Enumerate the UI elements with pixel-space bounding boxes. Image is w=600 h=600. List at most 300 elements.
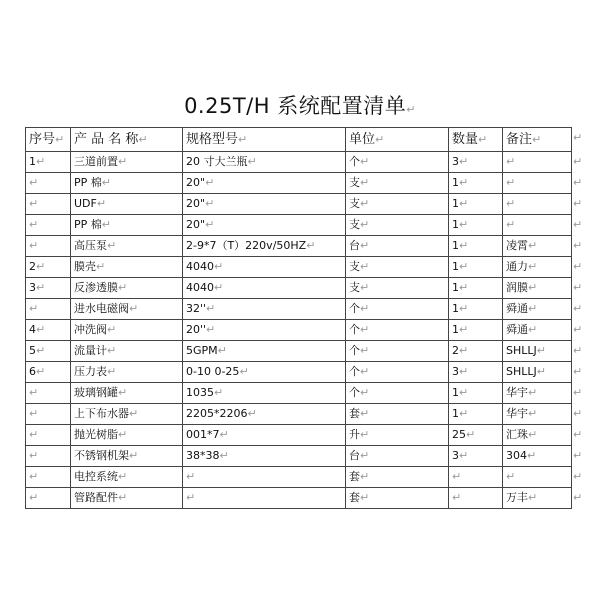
paragraph-mark: ↵: [506, 197, 516, 210]
cell-quantity-text: 3: [452, 155, 459, 168]
cell-spec: [183, 488, 346, 509]
cell-quantity: [449, 257, 503, 278]
cell-index-text: 3: [29, 281, 36, 294]
cell-index: [26, 362, 71, 383]
cell-quantity: [449, 341, 503, 362]
paragraph-mark: ↵: [360, 281, 370, 294]
table-row: [26, 446, 572, 467]
cell-unit: [346, 467, 449, 488]
cell-product-name-text: UDF: [74, 197, 97, 210]
paragraph-mark: ↵: [459, 176, 469, 189]
paragraph-mark: ↵: [360, 491, 370, 504]
cell-spec: [183, 173, 346, 194]
cell-spec-text: 20'': [186, 323, 207, 336]
cell-remark: [503, 173, 572, 194]
cell-quantity: [449, 299, 503, 320]
paragraph-mark: ↵: [118, 386, 128, 399]
paragraph-mark: ↵: [247, 407, 257, 420]
paragraph-mark: ↵: [29, 491, 39, 504]
paragraph-mark: ↵: [206, 323, 216, 336]
paragraph-mark: ↵: [459, 302, 469, 315]
paragraph-mark: ↵: [528, 302, 538, 315]
paragraph-mark: ↵: [360, 260, 370, 273]
table-row: [26, 383, 572, 404]
paragraph-mark: ↵: [36, 344, 46, 357]
paragraph-mark: ↵: [129, 407, 139, 420]
row-end-mark: ↵: [573, 386, 583, 399]
cell-quantity-text: 2: [452, 344, 459, 357]
paragraph-mark: ↵: [118, 155, 128, 168]
cell-spec-text: 38*38: [186, 449, 220, 462]
cell-product-name-text: PP 棉: [74, 218, 102, 231]
paragraph-mark: ↵: [186, 470, 196, 483]
paragraph-mark: ↵: [306, 239, 316, 252]
cell-product-name: [71, 404, 183, 425]
row-end-mark: ↵: [573, 407, 583, 420]
paragraph-mark: ↵: [247, 155, 257, 168]
cell-spec-text: 0-10 0-25: [186, 365, 240, 378]
cell-quantity-text: 1: [452, 218, 459, 231]
cell-remark-text: 通力: [506, 260, 528, 273]
document-title: [0, 90, 600, 120]
cell-spec-text: 20": [186, 197, 206, 210]
cell-quantity: [449, 152, 503, 173]
cell-index: [26, 467, 71, 488]
paragraph-mark: ↵: [205, 197, 215, 210]
paragraph-mark: ↵: [528, 407, 538, 420]
paragraph-mark: ↵: [506, 470, 516, 483]
paragraph-mark: ↵: [107, 344, 117, 357]
cell-index: [26, 257, 71, 278]
paragraph-mark: ↵: [459, 155, 469, 168]
cell-unit-text: 台: [349, 449, 360, 462]
cell-unit: [346, 383, 449, 404]
cell-remark: [503, 404, 572, 425]
paragraph-mark: ↵: [101, 176, 111, 189]
cell-quantity-text: 1: [452, 323, 459, 336]
paragraph-mark: ↵: [36, 260, 46, 273]
cell-unit: [346, 425, 449, 446]
table-row: [26, 404, 572, 425]
paragraph-mark: ↵: [506, 155, 516, 168]
cell-index: [26, 194, 71, 215]
paragraph-mark: ↵: [528, 281, 538, 294]
cell-unit: [346, 194, 449, 215]
paragraph-mark: ↵: [452, 491, 462, 504]
paragraph-mark: ↵: [219, 428, 229, 441]
cell-product-name-text: 三道前置: [74, 155, 118, 168]
cell-remark-text: 润膜: [506, 281, 528, 294]
cell-remark-text: 舜通: [506, 323, 528, 336]
cell-spec-text: 2205*2206: [186, 407, 248, 420]
row-end-mark: ↵: [573, 131, 583, 144]
cell-product-name-text: 高压泵: [74, 239, 107, 252]
cell-index: [26, 299, 71, 320]
cell-quantity: [449, 467, 503, 488]
cell-unit: [346, 446, 449, 467]
cell-quantity: [449, 320, 503, 341]
cell-quantity-text: 25: [452, 428, 466, 441]
paragraph-mark: ↵: [118, 281, 128, 294]
paragraph-mark: ↵: [360, 218, 370, 231]
cell-quantity-text: 1: [452, 260, 459, 273]
table-row: [26, 194, 572, 215]
cell-quantity: [449, 446, 503, 467]
cell-unit: [346, 236, 449, 257]
paragraph-mark: ↵: [205, 218, 215, 231]
cell-product-name: [71, 173, 183, 194]
cell-unit-text: 台: [349, 239, 360, 252]
cell-unit: [346, 362, 449, 383]
paragraph-mark: ↵: [36, 281, 46, 294]
cell-product-name: [71, 278, 183, 299]
header-quantity-text: 数量: [452, 132, 479, 147]
paragraph-mark: ↵: [478, 133, 488, 146]
cell-unit: [346, 173, 449, 194]
row-end-mark: ↵: [573, 491, 583, 504]
header-spec-text: 规格型号: [186, 132, 239, 147]
paragraph-mark: ↵: [118, 428, 128, 441]
paragraph-mark: ↵: [239, 365, 249, 378]
cell-spec-text: 4040: [186, 260, 214, 273]
paragraph-mark: ↵: [528, 323, 538, 336]
cell-remark: [503, 299, 572, 320]
cell-remark: [503, 425, 572, 446]
row-end-mark: ↵: [573, 323, 583, 336]
cell-spec: [183, 278, 346, 299]
paragraph-mark: ↵: [96, 260, 106, 273]
cell-quantity: [449, 215, 503, 236]
cell-unit-text: 个: [349, 344, 360, 357]
cell-unit: [346, 341, 449, 362]
paragraph-mark: ↵: [528, 260, 538, 273]
cell-product-name: [71, 194, 183, 215]
paragraph-mark: ↵: [36, 155, 46, 168]
cell-remark: [503, 488, 572, 509]
cell-quantity-text: 1: [452, 281, 459, 294]
cell-unit-text: 支: [349, 260, 360, 273]
cell-product-name-text: 上下布水器: [74, 407, 129, 420]
cell-product-name-text: 电控系统: [74, 470, 118, 483]
header-product-name: [71, 128, 183, 152]
paragraph-mark: ↵: [459, 386, 469, 399]
header-unit: [346, 128, 449, 152]
cell-quantity: [449, 236, 503, 257]
table-row: [26, 236, 572, 257]
paragraph-mark: ↵: [238, 133, 248, 146]
cell-index: [26, 173, 71, 194]
paragraph-mark: ↵: [118, 470, 128, 483]
cell-remark-text: 万丰: [506, 491, 528, 504]
paragraph-mark: ↵: [536, 365, 546, 378]
paragraph-mark: ↵: [214, 281, 224, 294]
cell-index: [26, 404, 71, 425]
table-row: [26, 257, 572, 278]
header-unit-text: 单位: [349, 132, 376, 147]
paragraph-mark: ↵: [29, 470, 39, 483]
paragraph-mark: ↵: [360, 323, 370, 336]
paragraph-mark: ↵: [107, 239, 117, 252]
paragraph-mark: ↵: [360, 176, 370, 189]
row-end-mark: ↵: [573, 365, 583, 378]
paragraph-mark: ↵: [214, 260, 224, 273]
paragraph-mark: ↵: [360, 449, 370, 462]
cell-product-name: [71, 362, 183, 383]
cell-product-name: [71, 215, 183, 236]
paragraph-mark: ↵: [459, 218, 469, 231]
row-end-mark: ↵: [573, 281, 583, 294]
paragraph-mark: ↵: [459, 281, 469, 294]
paragraph-mark: ↵: [55, 133, 65, 146]
row-end-mark: ↵: [573, 302, 583, 315]
header-remark: [503, 128, 572, 152]
table-row: [26, 467, 572, 488]
cell-unit: [346, 404, 449, 425]
cell-index: [26, 152, 71, 173]
row-end-mark: ↵: [573, 344, 583, 357]
cell-remark: [503, 194, 572, 215]
paragraph-mark: ↵: [29, 197, 39, 210]
paragraph-mark: ↵: [459, 344, 469, 357]
paragraph-mark: ↵: [29, 218, 39, 231]
cell-index: [26, 236, 71, 257]
cell-unit: [346, 152, 449, 173]
cell-remark: [503, 152, 572, 173]
cell-product-name: [71, 257, 183, 278]
paragraph-mark: ↵: [459, 407, 469, 420]
cell-quantity-text: 1: [452, 302, 459, 315]
cell-product-name: [71, 236, 183, 257]
config-table: [25, 127, 572, 509]
cell-unit: [346, 488, 449, 509]
paragraph-mark: ↵: [360, 470, 370, 483]
paragraph-mark: ↵: [536, 344, 546, 357]
cell-index-text: 6: [29, 365, 36, 378]
paragraph-mark: ↵: [459, 197, 469, 210]
cell-unit-text: 个: [349, 386, 360, 399]
cell-product-name-text: 冲洗阀: [74, 323, 107, 336]
cell-unit-text: 个: [349, 155, 360, 168]
cell-remark-text: 华宇: [506, 386, 528, 399]
cell-unit: [346, 257, 449, 278]
table-row: [26, 215, 572, 236]
cell-spec: [183, 446, 346, 467]
cell-spec: [183, 404, 346, 425]
cell-product-name: [71, 152, 183, 173]
row-end-mark: ↵: [573, 470, 583, 483]
cell-quantity-text: 1: [452, 176, 459, 189]
cell-spec-text: 5GPM: [186, 344, 218, 357]
cell-remark: [503, 320, 572, 341]
cell-spec: [183, 194, 346, 215]
cell-quantity: [449, 278, 503, 299]
paragraph-mark: ↵: [29, 302, 39, 315]
cell-quantity: [449, 425, 503, 446]
cell-unit-text: 支: [349, 197, 360, 210]
paragraph-mark: ↵: [29, 449, 39, 462]
paragraph-mark: ↵: [29, 428, 39, 441]
paragraph-mark: ↵: [360, 386, 370, 399]
cell-index: [26, 488, 71, 509]
row-end-mark: ↵: [573, 428, 583, 441]
table-row: [26, 341, 572, 362]
cell-unit: [346, 215, 449, 236]
paragraph-mark: ↵: [532, 133, 542, 146]
cell-remark: [503, 467, 572, 488]
table-row: [26, 299, 572, 320]
cell-product-name-text: 进水电磁阀: [74, 302, 129, 315]
paragraph-mark: ↵: [101, 218, 111, 231]
cell-spec: [183, 236, 346, 257]
cell-remark-text: 凌霄: [506, 239, 528, 252]
cell-unit-text: 支: [349, 176, 360, 189]
paragraph-mark: ↵: [406, 103, 416, 116]
paragraph-mark: ↵: [506, 176, 516, 189]
paragraph-mark: ↵: [360, 155, 370, 168]
paragraph-mark: ↵: [29, 239, 39, 252]
cell-spec-text: 1035: [186, 386, 214, 399]
cell-index: [26, 278, 71, 299]
cell-quantity-text: 3: [452, 449, 459, 462]
cell-spec-text: 32'': [186, 302, 207, 315]
cell-spec-text: 2-9*7（T）220v/50HZ: [186, 239, 307, 252]
cell-remark-text: 舜通: [506, 302, 528, 315]
cell-spec: [183, 383, 346, 404]
cell-spec-text: 20": [186, 176, 206, 189]
cell-product-name-text: 压力表: [74, 365, 107, 378]
row-end-mark: ↵: [573, 260, 583, 273]
cell-remark: [503, 236, 572, 257]
cell-index-text: 1: [29, 155, 36, 168]
cell-spec-text: 001*7: [186, 428, 220, 441]
cell-index: [26, 215, 71, 236]
cell-spec: [183, 425, 346, 446]
paragraph-mark: ↵: [219, 449, 229, 462]
cell-index-text: 5: [29, 344, 36, 357]
cell-product-name-text: 抛光树脂: [74, 428, 118, 441]
cell-spec: [183, 215, 346, 236]
cell-remark-text: 304: [506, 449, 527, 462]
row-end-mark: ↵: [573, 449, 583, 462]
cell-product-name: [71, 488, 183, 509]
paragraph-mark: ↵: [107, 365, 117, 378]
cell-unit-text: 套: [349, 470, 360, 483]
cell-unit-text: 升: [349, 428, 360, 441]
cell-product-name-text: 不锈钢机架: [74, 449, 129, 462]
cell-unit-text: 支: [349, 218, 360, 231]
paragraph-mark: ↵: [466, 428, 476, 441]
cell-product-name: [71, 446, 183, 467]
paragraph-mark: ↵: [506, 218, 516, 231]
cell-spec-text: 4040: [186, 281, 214, 294]
paragraph-mark: ↵: [29, 386, 39, 399]
paragraph-mark: ↵: [29, 407, 39, 420]
cell-quantity-text: 1: [452, 407, 459, 420]
row-end-mark: ↵: [573, 155, 583, 168]
cell-product-name-text: 反渗透膜: [74, 281, 118, 294]
header-quantity: [449, 128, 503, 152]
paragraph-mark: ↵: [459, 365, 469, 378]
cell-product-name: [71, 467, 183, 488]
row-end-mark: ↵: [573, 197, 583, 210]
cell-remark: [503, 446, 572, 467]
cell-quantity: [449, 362, 503, 383]
cell-unit-text: 个: [349, 302, 360, 315]
header-index: [26, 128, 71, 152]
row-end-mark: ↵: [573, 239, 583, 252]
paragraph-mark: ↵: [36, 323, 46, 336]
cell-unit: [346, 278, 449, 299]
cell-index: [26, 383, 71, 404]
paragraph-mark: ↵: [459, 260, 469, 273]
cell-product-name: [71, 320, 183, 341]
cell-remark: [503, 257, 572, 278]
paragraph-mark: ↵: [360, 197, 370, 210]
paragraph-mark: ↵: [29, 176, 39, 189]
cell-unit-text: 套: [349, 491, 360, 504]
cell-unit-text: 支: [349, 281, 360, 294]
cell-unit: [346, 320, 449, 341]
cell-spec: [183, 299, 346, 320]
paragraph-mark: ↵: [459, 239, 469, 252]
cell-quantity: [449, 488, 503, 509]
cell-spec: [183, 362, 346, 383]
cell-index: [26, 341, 71, 362]
paragraph-mark: ↵: [528, 428, 538, 441]
table-row: [26, 362, 572, 383]
cell-remark: [503, 215, 572, 236]
cell-product-name: [71, 383, 183, 404]
cell-index: [26, 425, 71, 446]
paragraph-mark: ↵: [129, 449, 139, 462]
paragraph-mark: ↵: [360, 302, 370, 315]
cell-remark-text: 汇珠: [506, 428, 528, 441]
cell-unit-text: 个: [349, 323, 360, 336]
table-header-row: [26, 128, 572, 152]
cell-quantity: [449, 173, 503, 194]
cell-quantity-text: 3: [452, 365, 459, 378]
cell-spec-text: 20 寸大兰瓶: [186, 155, 248, 168]
cell-quantity-text: 1: [452, 239, 459, 252]
title-text: 0.25T/H 系统配置清单: [184, 94, 407, 118]
cell-remark-text: SHLLJ: [506, 365, 537, 378]
paragraph-mark: ↵: [528, 491, 538, 504]
cell-index-text: 2: [29, 260, 36, 273]
paragraph-mark: ↵: [528, 386, 538, 399]
paragraph-mark: ↵: [459, 323, 469, 336]
cell-remark: [503, 278, 572, 299]
cell-unit: [346, 299, 449, 320]
paragraph-mark: ↵: [186, 491, 196, 504]
paragraph-mark: ↵: [96, 197, 107, 210]
cell-product-name-text: 玻璃钢罐: [74, 386, 118, 399]
cell-product-name-text: 流量计: [74, 344, 107, 357]
row-end-mark: ↵: [573, 218, 583, 231]
cell-quantity-text: 1: [452, 386, 459, 399]
cell-product-name: [71, 299, 183, 320]
cell-product-name-text: 管路配件: [74, 491, 118, 504]
cell-quantity: [449, 404, 503, 425]
cell-remark-text: 华宇: [506, 407, 528, 420]
row-end-mark: ↵: [573, 176, 583, 189]
paragraph-mark: ↵: [527, 449, 537, 462]
paragraph-mark: ↵: [459, 449, 469, 462]
cell-remark-text: SHLLJ: [506, 344, 537, 357]
table-row: [26, 278, 572, 299]
cell-product-name: [71, 341, 183, 362]
table-row: [26, 425, 572, 446]
paragraph-mark: ↵: [205, 176, 215, 189]
